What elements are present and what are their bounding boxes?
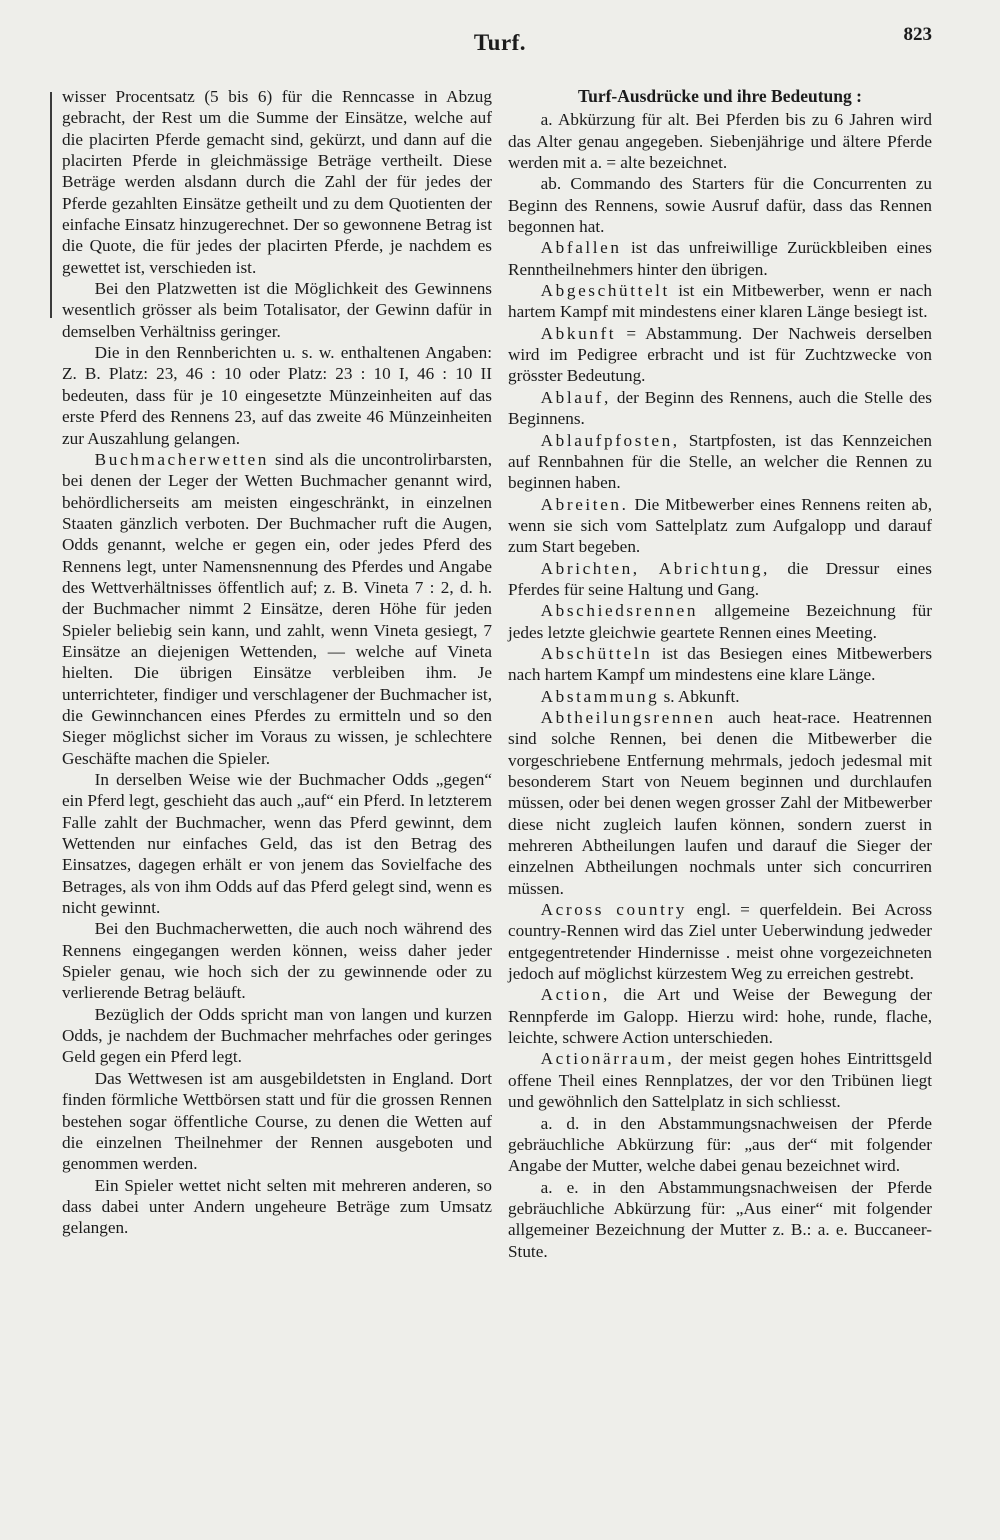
- left-column: [62, 86, 492, 1239]
- glossary-entry: [508, 280, 932, 323]
- paragraph: Das Wettwesen ist am ausgebildetsten in England. Dort finden förmliche Wettbörsen statt und für die grossen Rennen bestehen sogar öffentliche Course, zu denen die Wetten auf die einzelnen Theilnehmer der Rennen ausgeboten und genommen werden.: [62, 1068, 492, 1174]
- glossary-definition: der Beginn des Rennens, auch die Stelle des Beginnens.: [508, 387, 932, 429]
- glossary-entry: [508, 173, 932, 237]
- glossary-entry: [508, 430, 932, 494]
- glossary-entry: [508, 1177, 932, 1262]
- glossary-term: Abfallen: [540, 238, 622, 258]
- glossary-definition: engl. = querfeldein. Bei Across country-Rennen wird das Ziel unter Ueberwindung jedweder entgegentretender Hindernisse . meist ohne vorgezeichneten jedoch auf möglichst kürzestem Weg zu erreichen gestrebt.: [508, 900, 933, 984]
- section-heading: Turf-Ausdrücke und ihre Bedeutung :: [578, 86, 862, 106]
- glossary-definition: a. d. in den Abstammungsnachweisen der Pferde gebräuchliche Abkürzung für: „aus der“ mit folgender Angabe der Mutter, welche dabei genau bezeichnet wird.: [508, 1113, 932, 1176]
- paragraph: Ein Spieler wettet nicht selten mit mehreren anderen, so dass dabei unter Andern ungeheure Beträge zum Umsatz gelangen.: [62, 1175, 492, 1238]
- page-number: 823: [903, 24, 932, 45]
- glossary-term: Abgeschüttelt: [540, 281, 670, 301]
- glossary-definition: auch heat-race. Heatrennen sind solche Rennen, bei denen die Mitbewerber die vorgeschriebene Entfernung mehrmals, jedoch jedesmal mit besonderem Start von Neuem beginnen und durchlaufen müssen, oder bei denen wegen grosser Zahl der Mitbewerber diese nicht zugleich laufen können, sondern zuerst in mehreren Abtheilungen laufen und darauf die Sieger der einzelnen Abtheilungen nochmals unter sich concurriren müssen.: [508, 707, 932, 898]
- glossary-term: Ablaufpfosten,: [540, 430, 680, 450]
- glossary-entry: [508, 109, 932, 173]
- glossary-definition: s. Abkunft.: [663, 686, 740, 706]
- glossary-definition: die Dressur eines Pferdes für seine Haltung und Gang.: [508, 558, 932, 599]
- glossary-definition: = Abstammung. Der Nachweis derselben wird im Pedigree erbracht und ist für Zuchtzwecke von grösster Bedeutung.: [508, 323, 932, 386]
- right-column: [508, 86, 932, 1262]
- glossary-term: Abschiedsrennen: [540, 601, 699, 621]
- glossary-definition: ist ein Mitbewerber, wenn er nach hartem Kampf mit mindestens einer klaren Länge besiegt ist.: [508, 281, 933, 322]
- paragraph: Bezüglich der Odds spricht man von langen und kurzen Odds, je nachdem der Buchmacher mehrfaches oder geringes Geld gegen ein Pferd legt.: [62, 1004, 492, 1067]
- running-title: Turf.: [473, 30, 527, 55]
- glossary-entry: [508, 899, 932, 984]
- glossary-term: Abschütteln: [540, 643, 653, 663]
- glossary-entry: [508, 707, 932, 899]
- glossary-term: Ablauf,: [540, 387, 611, 407]
- glossary-term: Abstammung: [540, 686, 660, 706]
- glossary-entry: [508, 323, 932, 387]
- paragraph: In derselben Weise wie der Buchmacher Odds „gegen“ ein Pferd legt, geschieht das auch „auf“ ein Pferd. In letzterem Falle zahlt der Buchmacher, wenn das Pferd gewinnt, dem Wettenden nur einfaches Geld, das ist den Betrag des Einsatzes, dagegen erhält er von jenem das Sovielfache des Betrages, als von ihm Odds auf das Pferd gelegt sind, wenn es nicht gewinnt.: [62, 770, 492, 918]
- paragraph: Die in den Rennberichten u. s. w. enthaltenen Angaben: Z. B. Platz: 23, 46 : 10 oder Platz: 23 : 10 I, 46 : 10 II bedeuten, dass für je 10 eingesetzte Münzeinheiten auf das erste Pferd des Rennens 23, auf das zweite 46 Münzeinheiten zur Auszahlung gelangen.: [62, 343, 492, 448]
- glossary-term: Actionärraum,: [540, 1049, 675, 1069]
- glossary-entry: [508, 686, 932, 707]
- glossary-entries: [508, 109, 932, 1262]
- glossary-term: Across country: [540, 900, 687, 920]
- glossary-entry: [508, 600, 932, 643]
- paragraph: [62, 449, 492, 769]
- glossary-term: Abrichten, Abrichtung,: [540, 558, 770, 578]
- glossary-entry: [508, 387, 932, 430]
- glossary-definition: a. Abkürzung für alt. Bei Pferden bis zu 6 Jahren wird das Alter genau angegeben. Siebenjährige und ältere Pferde werden mit a. = alte bezeichnet.: [508, 110, 932, 173]
- glossary-definition: der meist gegen hohes Eintrittsgeld offene Theil eines Rennplatzes, der vor den Tribünen liegt und gewöhnlich den Sattelplatz in sich schliesst.: [508, 1049, 932, 1112]
- paragraph: wisser Procentsatz (5 bis 6) für die Renncasse in Abzug gebracht, der Rest um die Summe der Einsätze, welche auf die placirten Pferde gemacht sind, gekürzt, und dann auf die placirten Pferde in gleichmässige Beträge vertheilt. Diese Beträge werden alsdann durch die Zahl der für jedes der Pferde gezahlten Einsätze getheilt und zu dem Quotienten der einfache Einsatz hinzugerechnet. Der so gewonnene Betrag ist die Quote, die für jedes der placirten Pferde, je nachdem es gewettet ist, verschieden ist.: [62, 87, 492, 277]
- glossary-entry: [508, 984, 932, 1048]
- spaced-term: Buchmacherwetten: [94, 449, 269, 469]
- glossary-definition: allgemeine Bezeichnung für jedes letzte gleichwie geartete Rennen eines Meeting.: [508, 601, 932, 642]
- glossary-definition: ist das unfreiwillige Zurückbleiben eines Renntheilnehmers hinter den übrigen.: [508, 238, 932, 279]
- margin-pencil-mark: [50, 92, 52, 318]
- glossary-term: Abtheilungsrennen: [540, 707, 716, 727]
- glossary-entry: [508, 1048, 932, 1112]
- glossary-entry: [508, 494, 932, 558]
- glossary-definition: Startpfosten, ist das Kennzeichen auf Rennbahnen für die Stelle, an welcher die Rennen zu beginnen haben.: [508, 430, 933, 493]
- glossary-term: Abkunft: [540, 323, 617, 343]
- glossary-entry: [508, 558, 932, 601]
- paragraph: Bei den Platzwetten ist die Möglichkeit des Gewinnens wesentlich grösser als beim Totalisator, der Gewinn dafür in demselben Verhältniss geringer.: [62, 279, 492, 341]
- glossary-definition: a. e. in den Abstammungsnachweisen der Pferde gebräuchliche Abkürzung für: „Aus einer“ mit folgender allgemeiner Bezeichnung der Mutter z. B.: a. e. Buccaneer-Stute.: [508, 1177, 932, 1261]
- glossary-entry: [508, 237, 932, 280]
- glossary-definition: Die Mitbewerber eines Rennens reiten ab, wenn sie sich vom Sattelplatz zum Aufgalopp und darauf zum Start begeben.: [508, 494, 933, 557]
- glossary-definition: ist das Besiegen eines Mitbewerbers nach hartem Kampf um mindestens eine klare Länge.: [508, 643, 933, 685]
- glossary-term: Abreiten.: [540, 494, 629, 514]
- glossary-term: Action,: [540, 985, 610, 1005]
- glossary-entry: [508, 643, 932, 686]
- paragraph-text: sind als die uncontrolirbarsten, bei denen der Leger der Wetten Buchmacher genannt wird, behördlicherseits am meisten eingeschränkt, in einzelnen Staaten gänzlich verboten. Der Buchmacher ruft die Augen, Odds genannt, welche er gegen ein, oder jedes Pferd des Rennens legt, unter Namensnennung des Pferdes und Angabe des Wettverhältnisses öffentlich auf; z. B. Vineta 7 : 2, d. h. der Buchmacher nimmt 2 Einsätze, deren Höhe für jeden Spieler beliebig sein kann, und zahlt, wenn Vineta gesiegt, 7 Einsätze an diejenigen Wettenden, — welche auf Vineta hielten. Die übrigen Einsätze verbleiben ihm. Je unterrichteter, findiger und verschlagener der Buchmacher ist, die Gewinnchancen eines Pferdes zu ermitteln und so den Sieger möglichst sicher im Voraus zu wissen, je schlechtere Geschäfte machen die Spieler.: [62, 449, 492, 768]
- paragraph: Bei den Buchmacherwetten, die auch noch während des Rennens eingegangen werden können, weiss daher jeder Spieler genau, wie hoch sich der zu gewinnende oder zu verlierende Betrag beläuft.: [62, 919, 492, 1003]
- glossary-entry: [508, 1113, 932, 1177]
- glossary-definition: ab. Commando des Starters für die Concurrenten zu Beginn des Rennens, sowie Ausruf dafür, dass das Rennen begonnen hat.: [508, 174, 932, 237]
- glossary-definition: die Art und Weise der Bewegung der Rennpferde im Galopp. Hierzu wird: hohe, runde, flache, leichte, schwere Action unterschieden.: [508, 985, 933, 1048]
